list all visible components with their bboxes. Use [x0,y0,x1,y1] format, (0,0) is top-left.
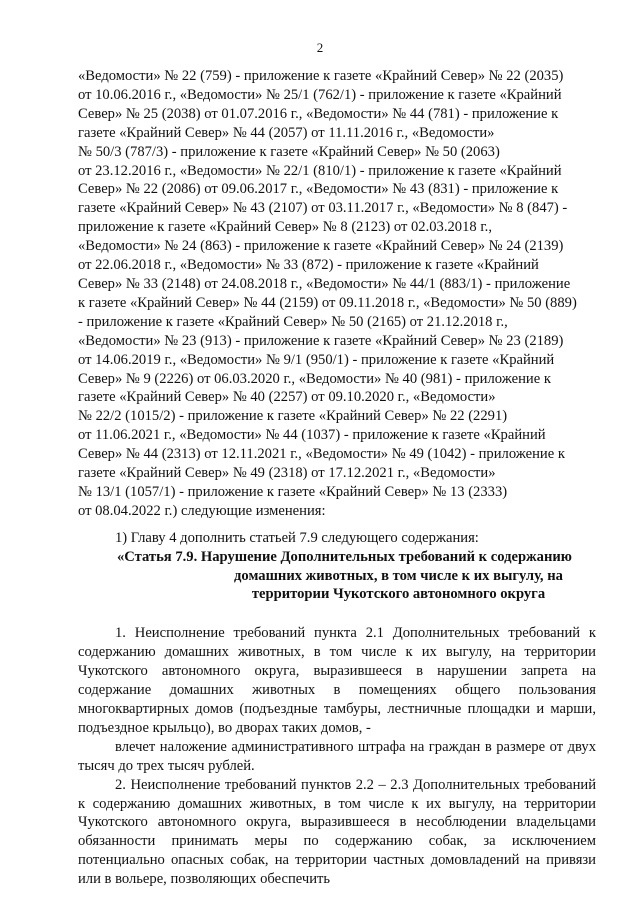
text-line: Север» № 25 (2038) от 01.07.2016 г., «Ведомости» № 44 (781) - приложение к [78,105,559,122]
amendment-item-1: 1) Главу 4 дополнить статьей 7.9 следующего содержания: [115,529,479,546]
text-line: от 10.06.2016 г., «Ведомости» № 25/1 (762/1) - приложение к газете «Крайний [78,86,562,103]
text-line: № 13/1 (1057/1) - приложение к газете «Крайний Север» № 13 (2333) [78,483,508,500]
text-line: от 11.06.2021 г., «Ведомости» № 44 (1037) - приложение к газете «Крайний [78,427,546,444]
article-heading [78,548,596,605]
article-heading-line-2: домашних животных, в том числе к их выгулу, на [234,567,563,584]
text-line: газете «Крайний Север» № 49 (2318) от 17.12.2021 г., «Ведомости» [78,465,496,482]
text-line: Север» № 9 (2226) от 06.03.2020 г., «Ведомости» № 40 (981) - приложение к [78,370,551,387]
text-line: Север» № 22 (2086) от 09.06.2017 г., «Ведомости» № 43 (831) - приложение к [78,181,559,198]
text-line: от 08.04.2022 г.) следующие изменения: [78,502,326,519]
text-line: газете «Крайний Север» № 43 (2107) от 03.11.2017 г., «Ведомости» № 8 (847) - [78,200,568,217]
clause-1-penalty: влечет наложение административного штрафа на граждан в размере от двух тысяч до трех тысяч рублей. [78,738,596,774]
text-line: № 22/2 (1015/2) - приложение к газете «Крайний Север» № 22 (2291) [78,408,508,425]
text-line: газете «Крайний Север» № 44 (2057) от 11.11.2016 г., «Ведомости» [78,124,495,141]
page-number: 2 [316,40,324,55]
text-line: от 23.12.2016 г., «Ведомости» № 22/1 (810/1) - приложение к газете «Крайний [78,162,562,179]
article-heading-line-3: территории Чукотского автономного округа [251,586,546,603]
text-line: Север» № 44 (2313) от 12.11.2021 г., «Ведомости» № 49 (1042) - приложение к [78,446,565,463]
text-line: «Ведомости» № 24 (863) - приложение к газете «Крайний Север» № 24 (2139) [78,238,564,255]
clause-1: 1. Неисполнение требований пункта 2.1 Дополнительных требований к содержанию домашних животных, в том числе к их выгулу, на территории Чукотского автономного округа, выразившееся в нарушении запрета на содержание домашних животных в помещениях общего пользования многоквартирных домов (подъездные тамбуры, лестничные площадки и марши, подъездное крыльцо), во дворах таких домов, - [78,625,596,736]
text-line: от 22.06.2018 г., «Ведомости» № 33 (872) - приложение к газете «Крайний [78,257,539,274]
text-line: - приложение к газете «Крайний Север» № 50 (2165) от 21.12.2018 г., [78,313,508,330]
text-line: к газете «Крайний Север» № 44 (2159) от 09.11.2018 г., «Ведомости» № 50 (889) [78,294,577,311]
text-line: от 14.06.2019 г., «Ведомости» № 9/1 (950/1) - приложение к газете «Крайний [78,351,555,368]
spacer [78,604,596,624]
clause-2: 2. Неисполнение требований пунктов 2.2 – 2.3 Дополнительных требований к содержанию домашних животных, в том числе к их выгулу, на территории Чукотского автономного округа, выразившееся в несоблюдении владельцами обязанности принимать меры по содержанию собак, за исключением потенциально опасных собак, на территории частных домовладений на привязи или в вольере, позволяющих обеспечить [78,776,596,888]
article-heading-line-1: «Статья 7.9. Нарушение Дополнительных требований к содержанию [117,548,572,565]
text-line: Север» № 33 (2148) от 24.08.2018 г., «Ведомости» № 44/1 (883/1) - приложение [78,275,571,292]
text-line: газете «Крайний Север» № 40 (2257) от 09.10.2020 г., «Ведомости» [78,389,496,406]
text-line: приложение к газете «Крайний Север» № 8 (2123) от 02.03.2018 г., [78,219,492,236]
document-body [78,67,596,889]
text-line: № 50/3 (787/3) - приложение к газете «Крайний Север» № 50 (2063) [78,143,500,160]
text-line: «Ведомости» № 23 (913) - приложение к газете «Крайний Север» № 23 (2189) [78,332,564,349]
text-line: «Ведомости» № 22 (759) - приложение к газете «Крайний Север» № 22 (2035) [78,68,564,84]
amended-sources-list [78,67,596,521]
